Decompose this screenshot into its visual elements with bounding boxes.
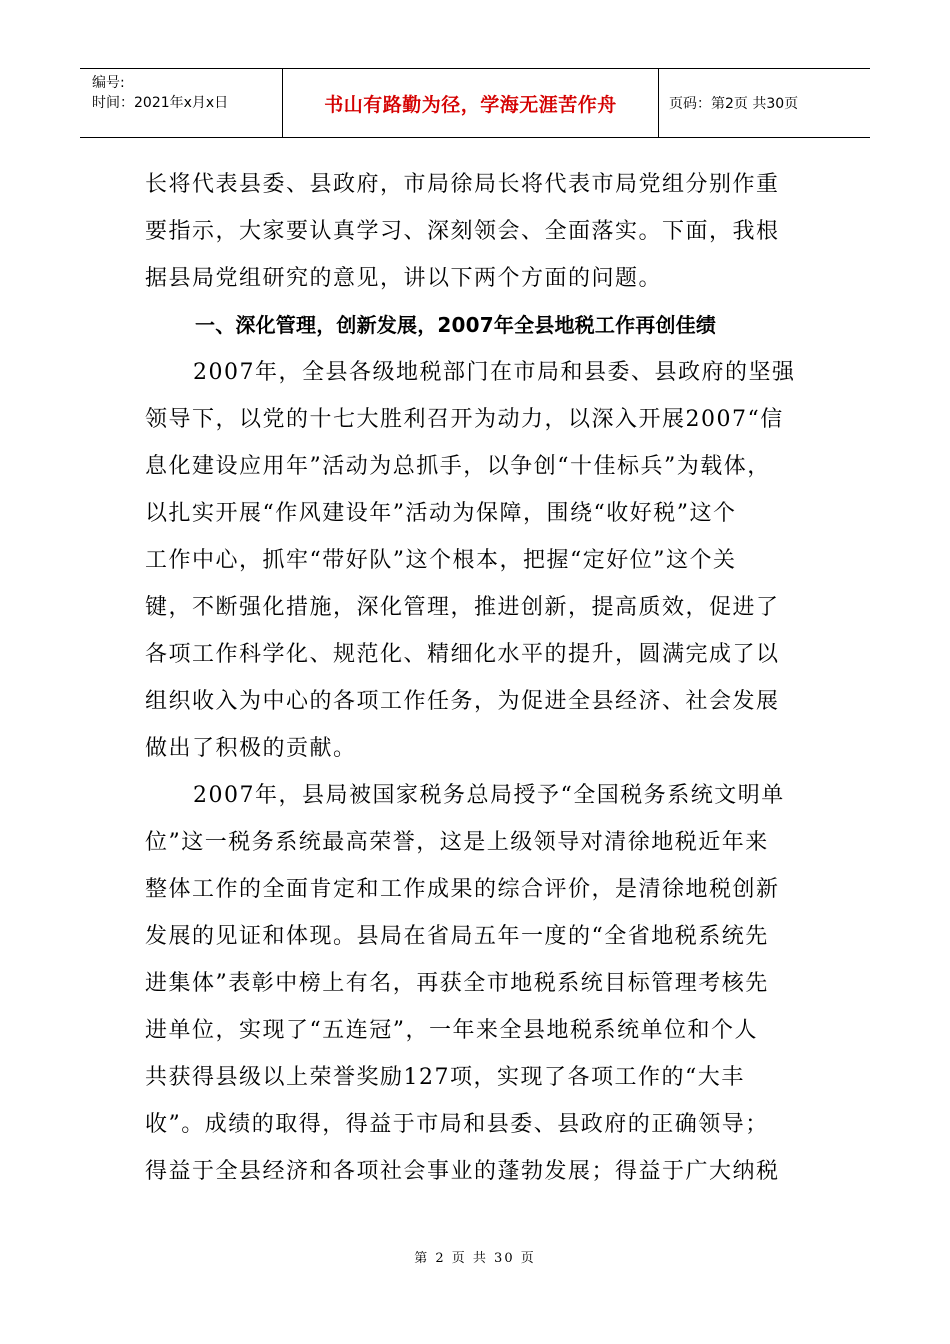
- body-line: 收”。成绩的取得，得益于市局和县委、县政府的正确领导；: [145, 1112, 769, 1137]
- section-heading: 一、深化管理，创新发展，2007年全县地税工作再创佳绩: [195, 313, 717, 337]
- body-line: 进单位，实现了“五连冠”，一年来全县地税系统单位和个人: [145, 1018, 758, 1043]
- time-label: 时间：2021年x月x日: [92, 95, 229, 111]
- body-line: 领导下，以党的十七大胜利召开为动力，以深入开展2007“信: [145, 407, 784, 432]
- header-motto: 书山有路勤为径，学海无涯苦作舟: [283, 69, 659, 137]
- paragraph-first-line: 2007年，全县各级地税部门在市局和县委、县政府的坚强: [193, 360, 796, 385]
- number-label: 编号:: [92, 75, 125, 91]
- body-line: 各项工作科学化、规范化、精细化水平的提升，圆满完成了以: [145, 642, 780, 667]
- body-line: 整体工作的全面肯定和工作成果的综合评价，是清徐地税创新: [145, 877, 780, 902]
- document-body: [145, 161, 815, 1195]
- header-page-label: 页码：第2页 共30页: [669, 96, 799, 112]
- body-line: 据县局党组研究的意见，讲以下两个方面的问题。: [145, 266, 663, 291]
- body-line: 位”这一税务系统最高荣誉，这是上级领导对清徐地税近年来: [145, 830, 769, 855]
- body-line: 息化建设应用年”活动为总抓手，以争创“十佳标兵”为载体，: [145, 454, 771, 479]
- body-line: 键，不断强化措施，深化管理，推进创新，提高质效，促进了: [145, 595, 780, 620]
- body-line: 做出了积极的贡献。: [145, 736, 357, 761]
- document-header: [80, 68, 870, 138]
- paragraph-first-line: 2007年，县局被国家税务总局授予“全国税务系统文明单: [193, 783, 785, 808]
- body-line: 要指示，大家要认真学习、深刻领会、全面落实。下面，我根: [145, 219, 780, 244]
- body-line: 以扎实开展“作风建设年”活动为保障，围绕“收好税”这个: [145, 501, 737, 526]
- body-line: 进集体”表彰中榜上有名，再获全市地税系统目标管理考核先: [145, 971, 769, 996]
- body-line: 共获得县级以上荣誉奖励127项，实现了各项工作的“大丰: [145, 1065, 745, 1090]
- header-meta: [80, 69, 283, 137]
- body-line: 长将代表县委、县政府，市局徐局长将代表市局党组分别作重: [145, 172, 780, 197]
- page-footer: 第 2 页 共 30 页: [414, 1251, 536, 1266]
- body-line: 得益于全县经济和各项社会事业的蓬勃发展；得益于广大纳税: [145, 1159, 780, 1184]
- body-line: 组织收入为中心的各项工作任务，为促进全县经济、社会发展: [145, 689, 780, 714]
- body-line: 工作中心，抓牢“带好队”这个根本，把握“定好位”这个关: [145, 548, 737, 573]
- body-line: 发展的见证和体现。县局在省局五年一度的“全省地税系统先: [145, 924, 769, 949]
